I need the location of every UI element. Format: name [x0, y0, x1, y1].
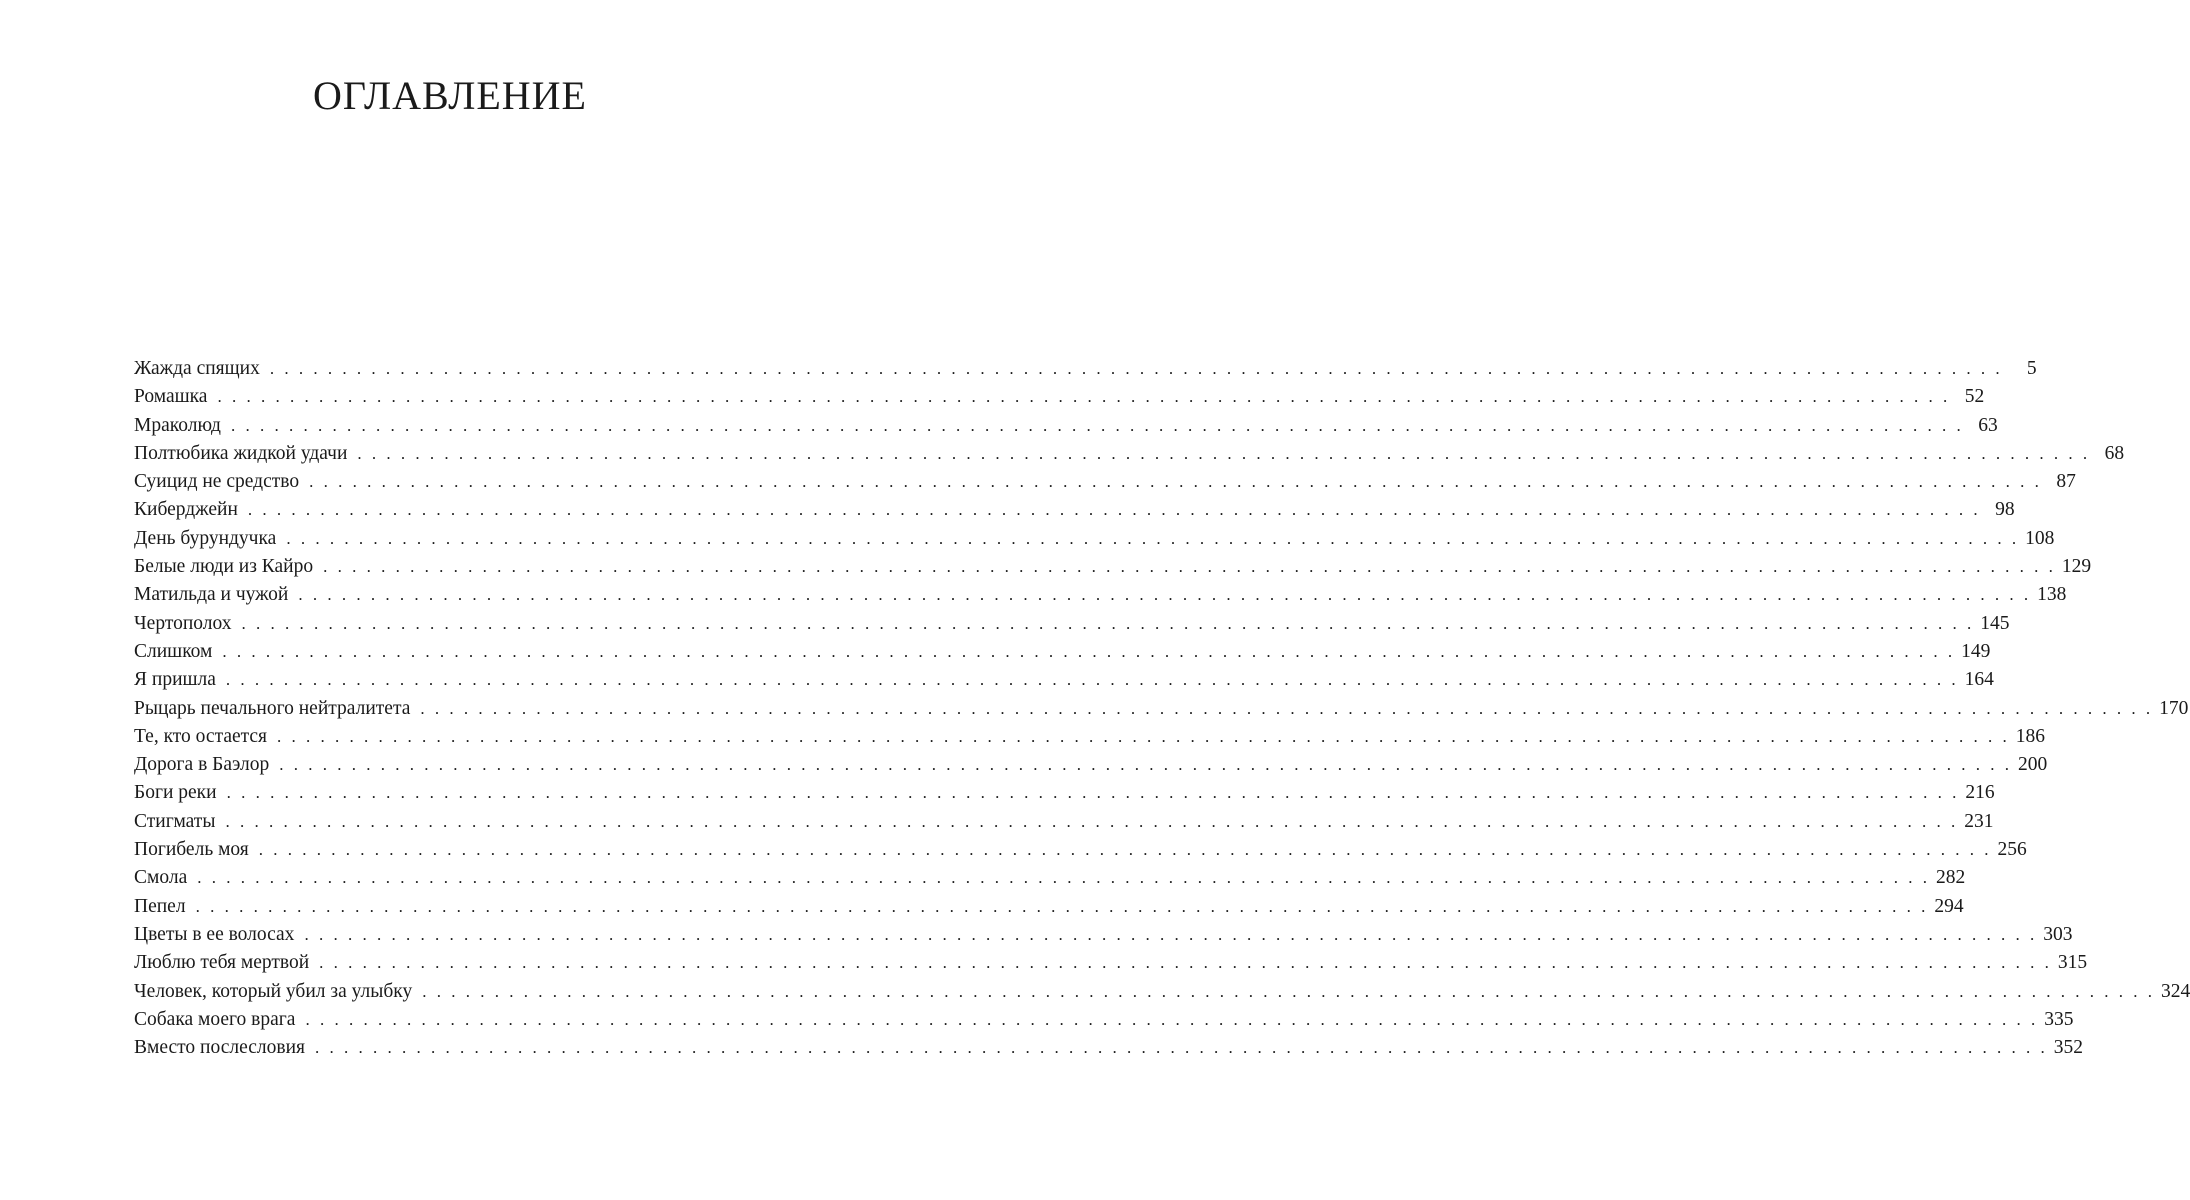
toc-entry-page: 186 — [2015, 725, 2046, 747]
toc-entry-title: Боги реки — [134, 782, 217, 804]
toc-dot-leader: . . . . . . . . . . . . . . . . . . . . . . . . . . . . . . . . . . . . . . . . . . . . . . . . . . . . . . . . . . . . . . . . . . . . . . . . . . . . . . . . . . . . . . . . . . . . . . . . . . . . . . . . . . . . . . . . . . . . . . . . — [304, 924, 2038, 944]
toc-entry — [134, 1006, 2074, 1034]
toc-entry-title: Дорога в Баэлор — [134, 754, 270, 776]
toc-entry — [134, 864, 1966, 892]
toc-dot-leader: . . . . . . . . . . . . . . . . . . . . . . . . . . . . . . . . . . . . . . . . . . . . . . . . . . . . . . . . . . . . . . . . . . . . . . . . . . . . . . . . . . . . . . . . . . . . . . . . . . . . . . . . . . . . . . . . . . . . . . . . — [225, 811, 1959, 831]
toc-dot-leader: . . . . . . . . . . . . . . . . . . . . . . . . . . . . . . . . . . . . . . . . . . . . . . . . . . . . . . . . . . . . . . . . . . . . . . . . . . . . . . . . . . . . . . . . . . . . . . . . . . . . . . . . . . . . . . . . . . . . . . . . — [247, 500, 1981, 520]
toc-entry-title: Стигматы — [134, 810, 216, 832]
toc-entry-title: Киберджейн — [134, 499, 238, 521]
toc-entry — [134, 440, 2125, 468]
toc-entry-page: 315 — [2057, 952, 2088, 974]
toc-entry — [134, 468, 2076, 496]
toc-entry — [134, 383, 1985, 411]
toc-entry-page: 324 — [2160, 980, 2190, 1002]
toc-dot-leader: . . . . . . . . . . . . . . . . . . . . . . . . . . . . . . . . . . . . . . . . . . . . . . . . . . . . . . . . . . . . . . . . . . . . . . . . . . . . . . . . . . . . . . . . . . . . . . . . . . . . . . . . . . . . . . . . . . . . . . . . — [305, 1009, 2039, 1029]
toc-entry-page: 303 — [2043, 923, 2073, 945]
toc-entry-page: 282 — [1935, 867, 1966, 889]
toc-entry-title: Матильда и чужой — [134, 584, 289, 606]
toc-dot-leader: . . . . . . . . . . . . . . . . . . . . . . . . . . . . . . . . . . . . . . . . . . . . . . . . . . . . . . . . . . . . . . . . . . . . . . . . . . . . . . . . . . . . . . . . . . . . . . . . . . . . . . . . . . . . . . . . . . . . . . . . — [319, 953, 2052, 973]
toc-entry — [134, 779, 1995, 807]
toc-entry-page: 68 — [2104, 442, 2125, 464]
toc-dot-leader: . . . . . . . . . . . . . . . . . . . . . . . . . . . . . . . . . . . . . . . . . . . . . . . . . . . . . . . . . . . . . . . . . . . . . . . . . . . . . . . . . . . . . . . . . . . . . . . . . . . . . . . . . . . . . . . . . . . . . . . . — [226, 783, 1960, 803]
toc-entry — [134, 949, 2088, 977]
page-title: ОГЛАВЛЕНИЕ — [313, 73, 587, 118]
toc-entry-title: Человек, который убил за улыбку — [134, 980, 413, 1002]
toc-dot-leader: . . . . . . . . . . . . . . . . . . . . . . . . . . . . . . . . . . . . . . . . . . . . . . . . . . . . . . . . . . . . . . . . . . . . . . . . . . . . . . . . . . . . . . . . . . . . . . . . . . . . . . . . . . . . . . . . . . . . . . . . — [357, 443, 2091, 463]
toc-entry — [134, 1034, 2083, 1062]
toc-entry-title: Погибель моя — [134, 839, 249, 861]
toc-entry-page: 63 — [1978, 414, 1998, 436]
toc-dot-leader: . . . . . . . . . . . . . . . . . . . . . . . . . . . . . . . . . . . . . . . . . . . . . . . . . . . . . . . . . . . . . . . . . . . . . . . . . . . . . . . . . . . . . . . . . . . . . . . . . . . . . . . . . . . . . . . . . . . . . . . . — [195, 896, 1929, 916]
toc-dot-leader: . . . . . . . . . . . . . . . . . . . . . . . . . . . . . . . . . . . . . . . . . . . . . . . . . . . . . . . . . . . . . . . . . . . . . . . . . . . . . . . . . . . . . . . . . . . . . . . . . . . . . . . . . . . . . . . . . . . . . . . . — [222, 641, 1956, 661]
toc-dot-leader: . . . . . . . . . . . . . . . . . . . . . . . . . . . . . . . . . . . . . . . . . . . . . . . . . . . . . . . . . . . . . . . . . . . . . . . . . . . . . . . . . . . . . . . . . . . . . . . . . . . . . . . . . . . . . . . . . . . . . . . . — [197, 868, 1930, 888]
toc-entry-title: Полтюбика жидкой удачи — [134, 442, 348, 464]
toc-entry — [134, 355, 2037, 383]
toc-entry — [134, 751, 2048, 779]
toc-entry-title: Ромашка — [134, 386, 208, 408]
toc-dot-leader: . . . . . . . . . . . . . . . . . . . . . . . . . . . . . . . . . . . . . . . . . . . . . . . . . . . . . . . . . . . . . . . . . . . . . . . . . . . . . . . . . . . . . . . . . . . . . . . . . . . . . . . . . . . . . . . . . . . . . . . . — [279, 755, 2013, 775]
toc-entry-page: 164 — [1964, 669, 1994, 691]
toc-entry-title: Пепел — [134, 895, 186, 917]
toc-entry-page: 5 — [2026, 358, 2037, 379]
toc-entry-title: Люблю тебя мертвой — [134, 952, 310, 974]
toc-entry-page: 170 — [2159, 697, 2189, 719]
toc-entry-page: 145 — [1980, 612, 2010, 634]
toc-entry — [134, 412, 1998, 440]
table-of-contents — [134, 355, 2190, 1062]
toc-entry-page: 149 — [1961, 640, 1991, 662]
toc-entry-title: Те, кто остается — [134, 725, 268, 747]
toc-entry — [134, 723, 2046, 751]
toc-dot-leader: . . . . . . . . . . . . . . . . . . . . . . . . . . . . . . . . . . . . . . . . . . . . . . . . . . . . . . . . . . . . . . . . . . . . . . . . . . . . . . . . . . . . . . . . . . . . . . . . . . . . . . . . . . . . . . . . . . . . . . . . — [286, 528, 2020, 548]
toc-entry-title: Суицид не средство — [134, 471, 300, 493]
toc-entry — [134, 695, 2189, 723]
toc-entry — [134, 581, 2067, 609]
toc-entry — [134, 553, 2092, 581]
toc-dot-leader: . . . . . . . . . . . . . . . . . . . . . . . . . . . . . . . . . . . . . . . . . . . . . . . . . . . . . . . . . . . . . . . . . . . . . . . . . . . . . . . . . . . . . . . . . . . . . . . . . . . . . . . . . . . . . . . . . . . . . . . . — [225, 670, 1959, 690]
toc-dot-leader: . . . . . . . . . . . . . . . . . . . . . . . . . . . . . . . . . . . . . . . . . . . . . . . . . . . . . . . . . . . . . . . . . . . . . . . . . . . . . . . . . . . . . . . . . . . . . . . . . . . . . . . . . . . . . . . . . . . . . . . . — [420, 698, 2154, 718]
toc-dot-leader: . . . . . . . . . . . . . . . . . . . . . . . . . . . . . . . . . . . . . . . . . . . . . . . . . . . . . . . . . . . . . . . . . . . . . . . . . . . . . . . . . . . . . . . . . . . . . . . . . . . . . . . . . . . . . . . . . . . . . . . . — [323, 557, 2056, 577]
toc-entry — [134, 610, 2010, 638]
toc-entry-page: 231 — [1964, 810, 1994, 832]
toc-dot-leader: . . . . . . . . . . . . . . . . . . . . . . . . . . . . . . . . . . . . . . . . . . . . . . . . . . . . . . . . . . . . . . . . . . . . . . . . . . . . . . . . . . . . . . . . . . . . . . . . . . . . . . . . . . . . . . . . . . . . . . . . — [314, 1038, 2048, 1058]
toc-dot-leader: . . . . . . . . . . . . . . . . . . . . . . . . . . . . . . . . . . . . . . . . . . . . . . . . . . . . . . . . . . . . . . . . . . . . . . . . . . . . . . . . . . . . . . . . . . . . . . . . . . . . . . . . . . . . . . . . . . . . . . . . — [298, 585, 2032, 605]
toc-entry — [134, 808, 1994, 836]
toc-entry-page: 352 — [2053, 1037, 2083, 1059]
toc-entry — [134, 893, 1964, 921]
toc-entry-title: Мраколюд — [134, 414, 221, 436]
toc-entry — [134, 978, 2190, 1006]
toc-entry-title: Вместо послесловия — [134, 1037, 305, 1059]
toc-entry-title: День бурундучка — [134, 527, 277, 549]
toc-entry-page: 216 — [1965, 782, 1995, 804]
toc-entry-title: Слишком — [134, 640, 213, 662]
toc-dot-leader: . . . . . . . . . . . . . . . . . . . . . . . . . . . . . . . . . . . . . . . . . . . . . . . . . . . . . . . . . . . . . . . . . . . . . . . . . . . . . . . . . . . . . . . . . . . . . . . . . . . . . . . . . . . . . . . . . . . . . . . . — [269, 359, 2003, 378]
toc-entry-page: 294 — [1934, 895, 1964, 917]
toc-entry-page: 335 — [2044, 1008, 2074, 1030]
toc-entry — [134, 496, 2015, 524]
toc-entry-page: 87 — [2056, 471, 2076, 493]
toc-dot-leader: . . . . . . . . . . . . . . . . . . . . . . . . . . . . . . . . . . . . . . . . . . . . . . . . . . . . . . . . . . . . . . . . . . . . . . . . . . . . . . . . . . . . . . . . . . . . . . . . . . . . . . . . . . . . . . . . . . . . . . . . — [309, 472, 2042, 492]
toc-entry — [134, 638, 1991, 666]
toc-entry-page: 129 — [2061, 556, 2092, 578]
toc-entry-title: Цветы в ее волосах — [134, 923, 295, 945]
toc-entry-page: 108 — [2025, 527, 2055, 549]
toc-dot-leader: . . . . . . . . . . . . . . . . . . . . . . . . . . . . . . . . . . . . . . . . . . . . . . . . . . . . . . . . . . . . . . . . . . . . . . . . . . . . . . . . . . . . . . . . . . . . . . . . . . . . . . . . . . . . . . . . . . . . . . . . — [422, 981, 2155, 1001]
toc-entry — [134, 666, 1994, 694]
toc-entry-title: Жажда спящих — [134, 358, 260, 379]
toc-dot-leader: . . . . . . . . . . . . . . . . . . . . . . . . . . . . . . . . . . . . . . . . . . . . . . . . . . . . . . . . . . . . . . . . . . . . . . . . . . . . . . . . . . . . . . . . . . . . . . . . . . . . . . . . . . . . . . . . . . . . . . . . — [277, 726, 2010, 746]
toc-entry-title: Чертополох — [134, 612, 232, 634]
toc-entry-page: 256 — [1997, 839, 2027, 861]
toc-entry-page: 138 — [2037, 584, 2067, 606]
toc-entry-page: 98 — [1995, 499, 2015, 521]
toc-entry-title: Я пришла — [134, 669, 216, 691]
toc-entry-title: Собака моего врага — [134, 1008, 296, 1030]
toc-dot-leader: . . . . . . . . . . . . . . . . . . . . . . . . . . . . . . . . . . . . . . . . . . . . . . . . . . . . . . . . . . . . . . . . . . . . . . . . . . . . . . . . . . . . . . . . . . . . . . . . . . . . . . . . . . . . . . . . . . . . . . . . — [258, 840, 1992, 860]
toc-dot-leader: . . . . . . . . . . . . . . . . . . . . . . . . . . . . . . . . . . . . . . . . . . . . . . . . . . . . . . . . . . . . . . . . . . . . . . . . . . . . . . . . . . . . . . . . . . . . . . . . . . . . . . . . . . . . . . . . . . . . . . . . — [230, 415, 1964, 435]
toc-entry — [134, 921, 2073, 949]
toc-entry-page: 52 — [1964, 386, 1985, 408]
toc-entry-title: Рыцарь печального нейтралитета — [134, 697, 411, 719]
toc-dot-leader: . . . . . . . . . . . . . . . . . . . . . . . . . . . . . . . . . . . . . . . . . . . . . . . . . . . . . . . . . . . . . . . . . . . . . . . . . . . . . . . . . . . . . . . . . . . . . . . . . . . . . . . . . . . . . . . . . . . . . . . . — [241, 613, 1975, 633]
toc-entry-title: Белые люди из Кайро — [134, 556, 314, 578]
toc-dot-leader: . . . . . . . . . . . . . . . . . . . . . . . . . . . . . . . . . . . . . . . . . . . . . . . . . . . . . . . . . . . . . . . . . . . . . . . . . . . . . . . . . . . . . . . . . . . . . . . . . . . . . . . . . . . . . . . . . . . . . . . . — [217, 387, 1951, 407]
toc-entry-page: 200 — [2018, 754, 2048, 776]
toc-entry — [134, 836, 2027, 864]
toc-entry-title: Смола — [134, 867, 188, 889]
toc-entry — [134, 525, 2055, 553]
